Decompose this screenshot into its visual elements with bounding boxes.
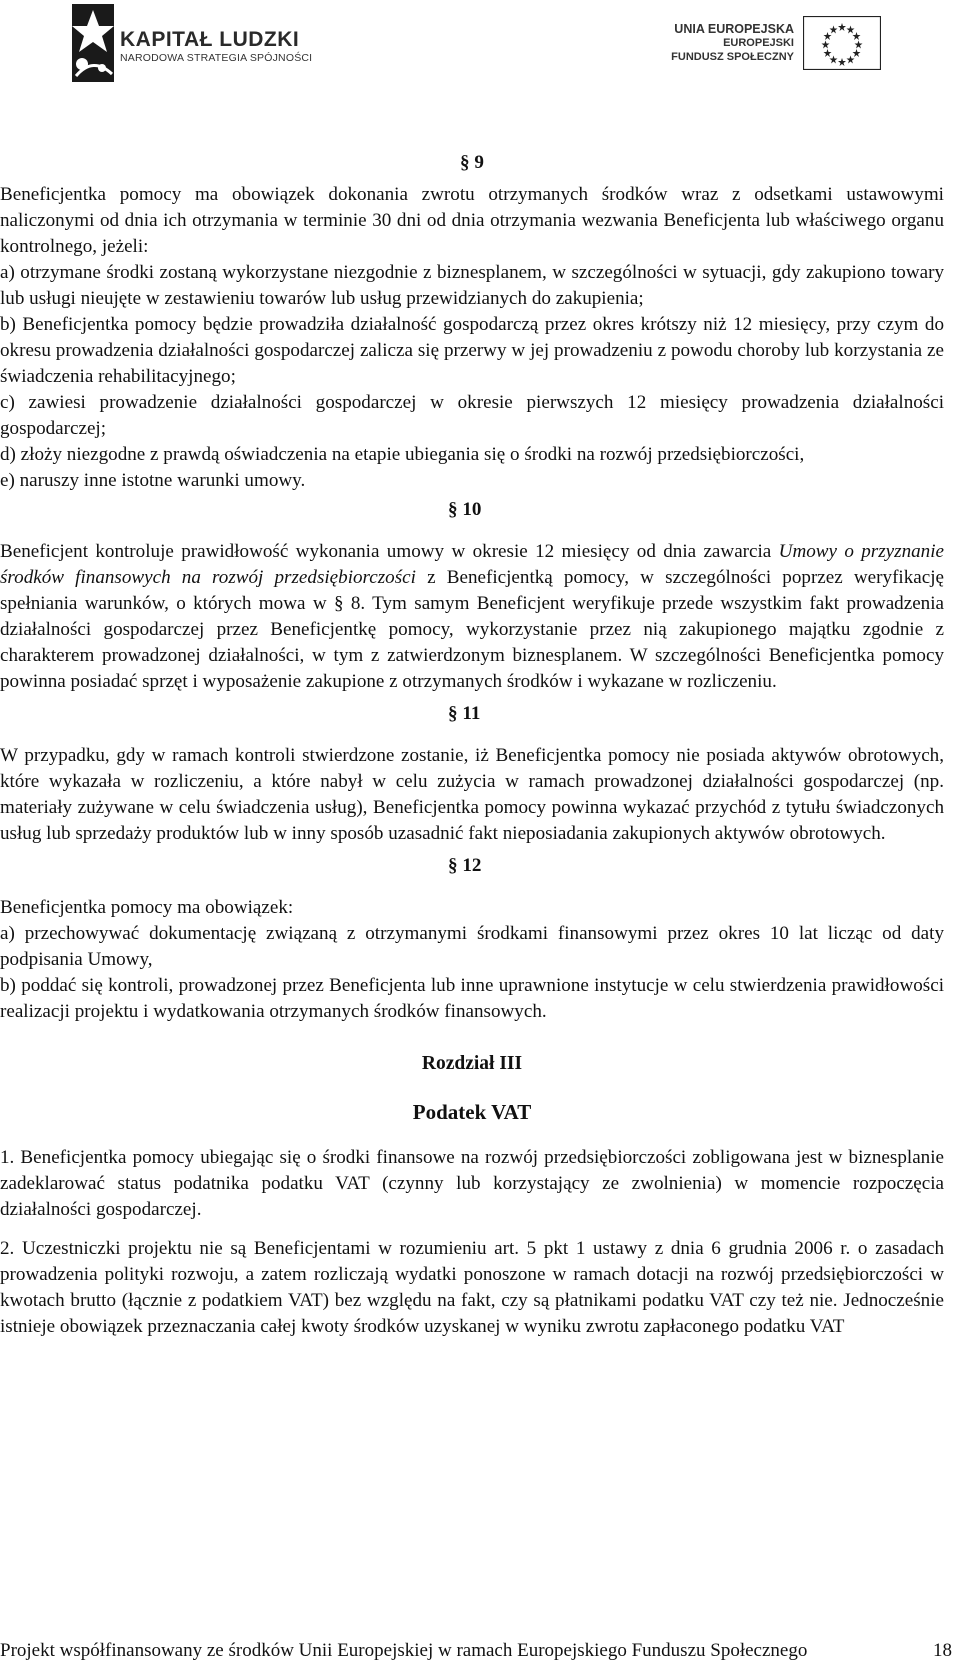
eu-line-1: UNIA EUROPEJSKA (674, 22, 794, 36)
s12-intro: Beneficjentka pomocy ma obowiązek: (0, 897, 294, 918)
s12-item-a: a) przechowywać dokumentację związaną z otrzymanymi środkami finansowymi przez okres 10 lat licząc od daty podpisania Umowy, (0, 923, 944, 970)
section-heading-10: § 10 (448, 499, 482, 520)
page-number: 18 (933, 1640, 952, 1661)
s9-item-b: b) Beneficjentka pomocy będzie prowadziła działalność gospodarczą przez okres krótszy niż 12 miesięcy, przy czym do okresu prowadzenia działalności gospodarczej zalicza się przerwy w jej prowadzeniu z powodu choroby lub korzystania ze świadczenia rehabilitacyjnego; (0, 314, 944, 387)
page-header (0, 0, 960, 100)
eu-line-3: FUNDUSZ SPOŁECZNY (671, 51, 794, 63)
star-emblem-icon (72, 4, 114, 82)
eu-fund-text (662, 22, 794, 64)
s9-item-a: a) otrzymane środki zostaną wykorzystane niezgodnie z biznesplanem, w szczególności w sytuacji, gdy zakupiono towary lub usługi nieujęte w zestawieniu towarów lub usług przewidzianych do zakupienia; (0, 262, 944, 309)
s9-item-e: e) naruszy inne istotne warunki umowy. (0, 470, 306, 491)
section-heading-9: § 9 (460, 152, 484, 173)
footer-text: Projekt współfinansowany ze środków Unii Europejskiej w ramach Europejskiego Funduszu Społecznego (0, 1640, 808, 1661)
s10-text-a: Beneficjent kontroluje prawidłowość wykonania umowy w okresie 12 miesięcy od dnia zawarcia (0, 541, 779, 562)
s12-item-b: b) poddać się kontroli, prowadzonej przez Beneficjenta lub inne uprawnione instytucje w celu stwierdzenia prawidłowości realizacji projektu i wydatkowania otrzymanych środków finansowych. (0, 975, 944, 1022)
page-footer (0, 1640, 960, 1668)
s11-paragraph: W przypadku, gdy w ramach kontroli stwierdzone zostanie, iż Beneficjentka pomocy nie posiada aktywów obrotowych, które wykazała w rozliczeniu, a które nabył w celu zużycia w ramach prowadzonej działalności gospodarczej (np. materiały zużywane w celu świadczenia usług), Beneficjentka pomocy powinna wykazać przychód z tytułu świadczonych usług lub sprzedaży produktów lub w inny sposób uzasadnić fakt nieposiadania zakupionych aktywów obrotowych. (0, 745, 944, 844)
s10-paragraph (0, 539, 944, 695)
kapital-ludzki-subtitle: NARODOWA STRATEGIA SPÓJNOŚCI (120, 52, 313, 64)
s10-agreement-title: Umowy o przyznanie środków finansowych na rozwój przedsiębiorczości (0, 541, 944, 588)
section-heading-12: § 12 (448, 855, 482, 876)
section-heading-11: § 11 (448, 703, 481, 724)
eu-flag-icon (803, 16, 881, 70)
document-body (0, 150, 944, 1340)
vat-paragraph-2: 2. Uczestniczki projektu nie są Beneficjentami w rozumieniu art. 5 pkt 1 ustawy z dnia 6 grudnia 2006 r. o zasadach prowadzenia polityki rozwoju, a zatem rozliczają wydatki ponoszone w ramach dotacji na rozwój przedsiębiorczości w kwotach brutto (łącznie z podatkiem VAT) bez względu na fakt, czy są płatnikami podatku VAT czy też nie. Jednocześnie istnieje obowiązek przeznaczania całej kwoty środków uzyskanej w wyniku zwrotu zapłaconego podatku VAT (0, 1238, 944, 1337)
vat-paragraph-1: 1. Beneficjentka pomocy ubiegając się o środki finansowe na rozwój przedsiębiorczości zobligowana jest w biznesplanie zadeklarować status podatnika podatku VAT (czynny lub korzystający ze zwolnienia) w momencie rozpoczęcia działalności gospodarczej. (0, 1147, 944, 1220)
s9-item-c: c) zawiesi prowadzenie działalności gospodarczej w okresie pierwszych 12 miesięcy prowadzenia działalności gospodarczej; (0, 392, 944, 439)
s10-text-b: z Beneficjentką pomocy, w szczególności poprzez weryfikację spełniania warunków, o których mowa w § 8. Tym samym Beneficjent weryfikuje przede wszystkim fakt prowadzenia działalności gospodarczej przez Beneficjentkę pomocy, wykorzystanie przez nią zakupionego majątku zgodnie z charakterem prowadzonej działalności, w tym z zatwierdzonym biznesplanem. W szczególności Beneficjentka pomocy powinna posiadać sprzęt i wyposażenie zakupione z otrzymanych środków i wykazane w rozliczeniu. (0, 567, 945, 692)
chapter-number: Rozdział III (421, 1053, 523, 1074)
chapter-title: Podatek VAT (412, 1100, 532, 1124)
s9-item-d: d) złoży niezgodne z prawdą oświadczenia na etapie ubiegania się o środki na rozwój przedsiębiorczości, (0, 444, 805, 465)
kapital-ludzki-title: KAPITAŁ LUDZKI (120, 28, 300, 51)
s9-intro: Beneficjentka pomocy ma obowiązek dokonania zwrotu otrzymanych środków wraz z odsetkami ustawowymi naliczonymi od dnia ich otrzymania w terminie 30 dni od dnia otrzymania wezwania Beneficjenta lub właściwego organu kontrolnego, jeżeli: (0, 184, 944, 257)
eu-line-2: EUROPEJSKI (723, 37, 794, 49)
